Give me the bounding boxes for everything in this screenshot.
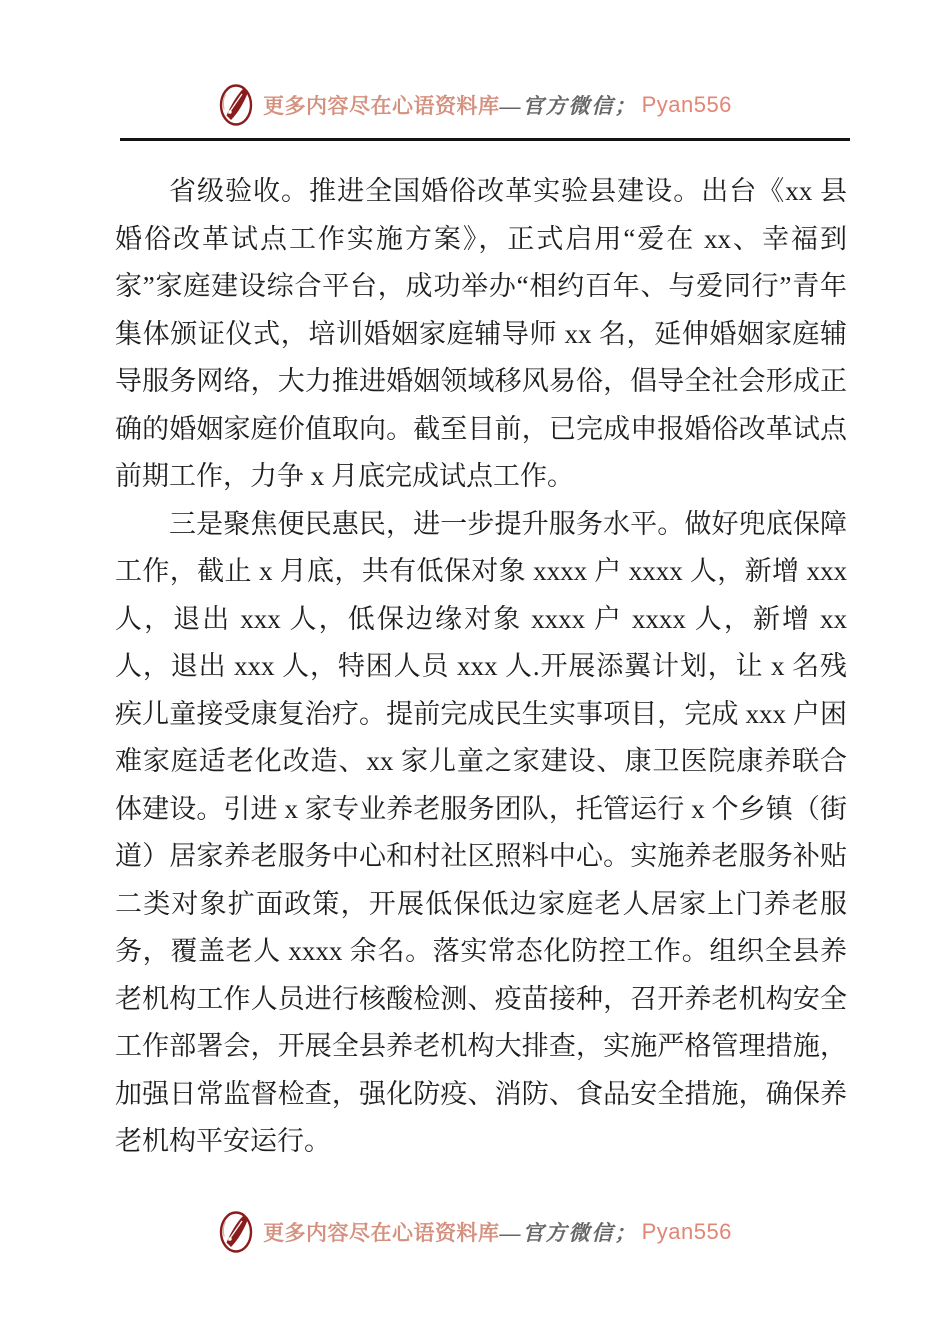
paragraph-1: 省级验收。推进全国婚俗改革实验县建设。出台《xx 县婚俗改革试点工作实施方案》，正式启用“爱在 xx、幸福到家”家庭建设综合平台，成功举办“相约百年、与爱同行”青年集体颁证仪式，培训婚姻家庭辅导师 xx 名，延伸婚姻家庭辅导服务网络，大力推进婚姻领域移风易俗，倡导全社会形成正确的婚姻家庭价值取向。截至目前，已完成申报婚俗改革试点前期工作，力争 x 月底完成试点工作。 [115, 176, 847, 491]
paragraph-2: 三是聚焦便民惠民，进一步提升服务水平。做好兜底保障工作，截止 x 月底，共有低保对象 xxxx 户 xxxx 人，新增 xxx 人，退出 xxx 人，低保边缘对象 xxxx 户 xxxx 人，新增 xx 人，退出 xxx 人，特困人员 xxx 人.开展添翼计划，让 x 名残疾儿童接受康复治疗。提前完成民生实事项目，完成 xxx 户困难家庭适老化改造、xx 家儿童之家建设、康卫医院康养联合体建设。引进 x 家专业养老服务团队，托管运行 x 个乡镇（街道）居家养老服务中心和村社区照料中心。实施养老服务补贴二类对象扩面政策，开展低保低边家庭老人居家上门养老服务，覆盖老人 xxxx 余名。落实常态化防控工作。组织全县养老机构工作人员进行核酸检测、疫苗接种，召开养老机构安全工作部署会，开展全县养老机构大排查，实施严格管理措施，加强日常监督检查，强化防疫、消防、食品安全措施，确保养老机构平安运行。 [115, 508, 847, 1156]
pen-nib-logo-icon [218, 83, 254, 127]
brand-separator-text: —官方微信； [499, 1221, 638, 1245]
brand-separator-text: —官方微信； [499, 94, 638, 118]
document-body [115, 168, 847, 1166]
brand-prefix-text: 更多内容尽在心语资料库 [263, 94, 500, 118]
footer-branding [0, 1210, 950, 1254]
header-divider [120, 138, 850, 141]
brand-account-text: Pyan556 [641, 92, 732, 117]
header-branding [0, 83, 950, 127]
brand-prefix-text: 更多内容尽在心语资料库 [263, 1221, 500, 1245]
brand-account-text: Pyan556 [641, 1219, 732, 1244]
pen-nib-logo-icon [218, 1210, 254, 1254]
